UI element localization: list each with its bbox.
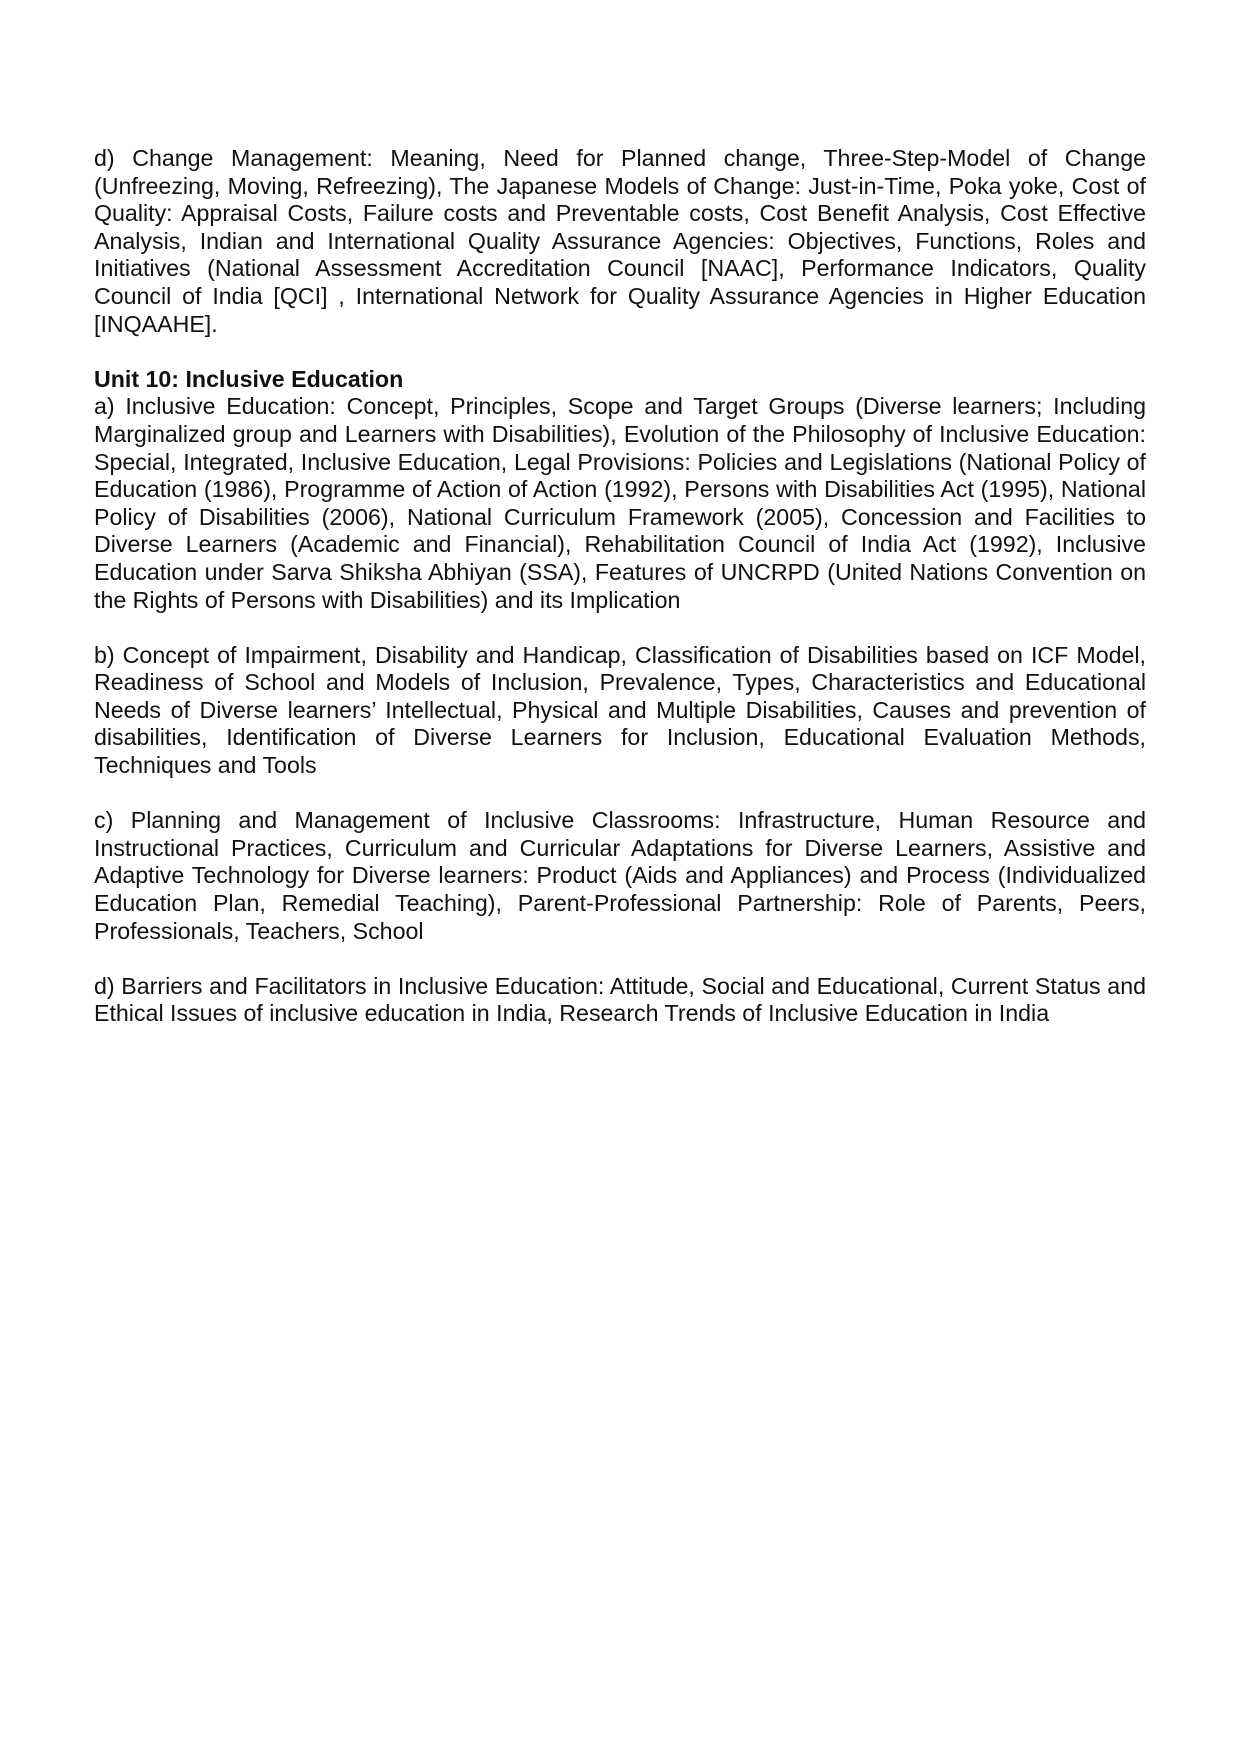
paragraph-gap bbox=[94, 338, 1146, 366]
unit-10-paragraph-c: c) Planning and Management of Inclusive Classrooms: Infrastructure, Human Resource and Instructional Practices, Curriculum and Curricular Adaptations for Diverse Learners, Assistive and Adaptive Technology for Diverse learners: Product (Aids and Appliances) and Process (Individualized Education Plan, Remedial Teaching), Parent-Professional Partnership: Role of Parents, Peers, Professionals, Teachers, School bbox=[94, 807, 1146, 944]
unit-10-heading: Unit 10: Inclusive Education bbox=[94, 365, 404, 392]
document-page bbox=[94, 145, 1146, 1028]
unit-10-paragraph-b: b) Concept of Impairment, Disability and Handicap, Classification of Disabilities based on ICF Model, Readiness of School and Models of Inclusion, Prevalence, Types, Characteristics and Educational Needs of Diverse learners’ Intellectual, Physical and Multiple Disabilities, Causes and prevention of disabilities, Identification of Diverse Learners for Inclusion, Educational Evaluation Methods, Techniques and Tools bbox=[94, 641, 1146, 779]
change-management-paragraph: d) Change Management: Meaning, Need for Planned change, Three-Step-Model of Change (Unfreezing, Moving, Refreezing), The Japanese Models of Change: Just-in-Time, Poka yoke, Cost of Quality: Appraisal Costs, Failure costs and Preventable costs, Cost Benefit Analysis, Cost Effective Analysis, Indian and International Quality Assurance Agencies: Objectives, Functions, Roles and Initiatives (National Assessment Accreditation Council [NAAC], Performance Indicators, Quality Council of India [QCI] , International Network for Quality Assurance Agencies in Higher Education [INQAAHE]. bbox=[94, 145, 1146, 337]
unit-10-paragraph-d: d) Barriers and Facilitators in Inclusive Education: Attitude, Social and Educational, Current Status and Ethical Issues of inclusive education in India, Research Trends of Inclusive Education in India bbox=[94, 972, 1146, 1027]
paragraph-gap bbox=[94, 945, 1146, 973]
unit-10-paragraph-a: a) Inclusive Education: Concept, Principles, Scope and Target Groups (Diverse learners; Including Marginalized group and Learners with Disabilities), Evolution of the Philosophy of Inclusive Education: Special, Integrated, Inclusive Education, Legal Provisions: Policies and Legislations (National Policy of Education (1986), Programme of Action of Action (1992), Persons with Disabilities Act (1995), National Policy of Disabilities (2006), National Curriculum Framework (2005), Concession and Facilities to Diverse Learners (Academic and Financial), Rehabilitation Council of India Act (1992), Inclusive Education under Sarva Shiksha Abhiyan (SSA), Features of UNCRPD (United Nations Convention on the Rights of Persons with Disabilities) and its Implication bbox=[94, 393, 1146, 613]
paragraph-gap bbox=[94, 780, 1146, 808]
paragraph-gap bbox=[94, 614, 1146, 642]
